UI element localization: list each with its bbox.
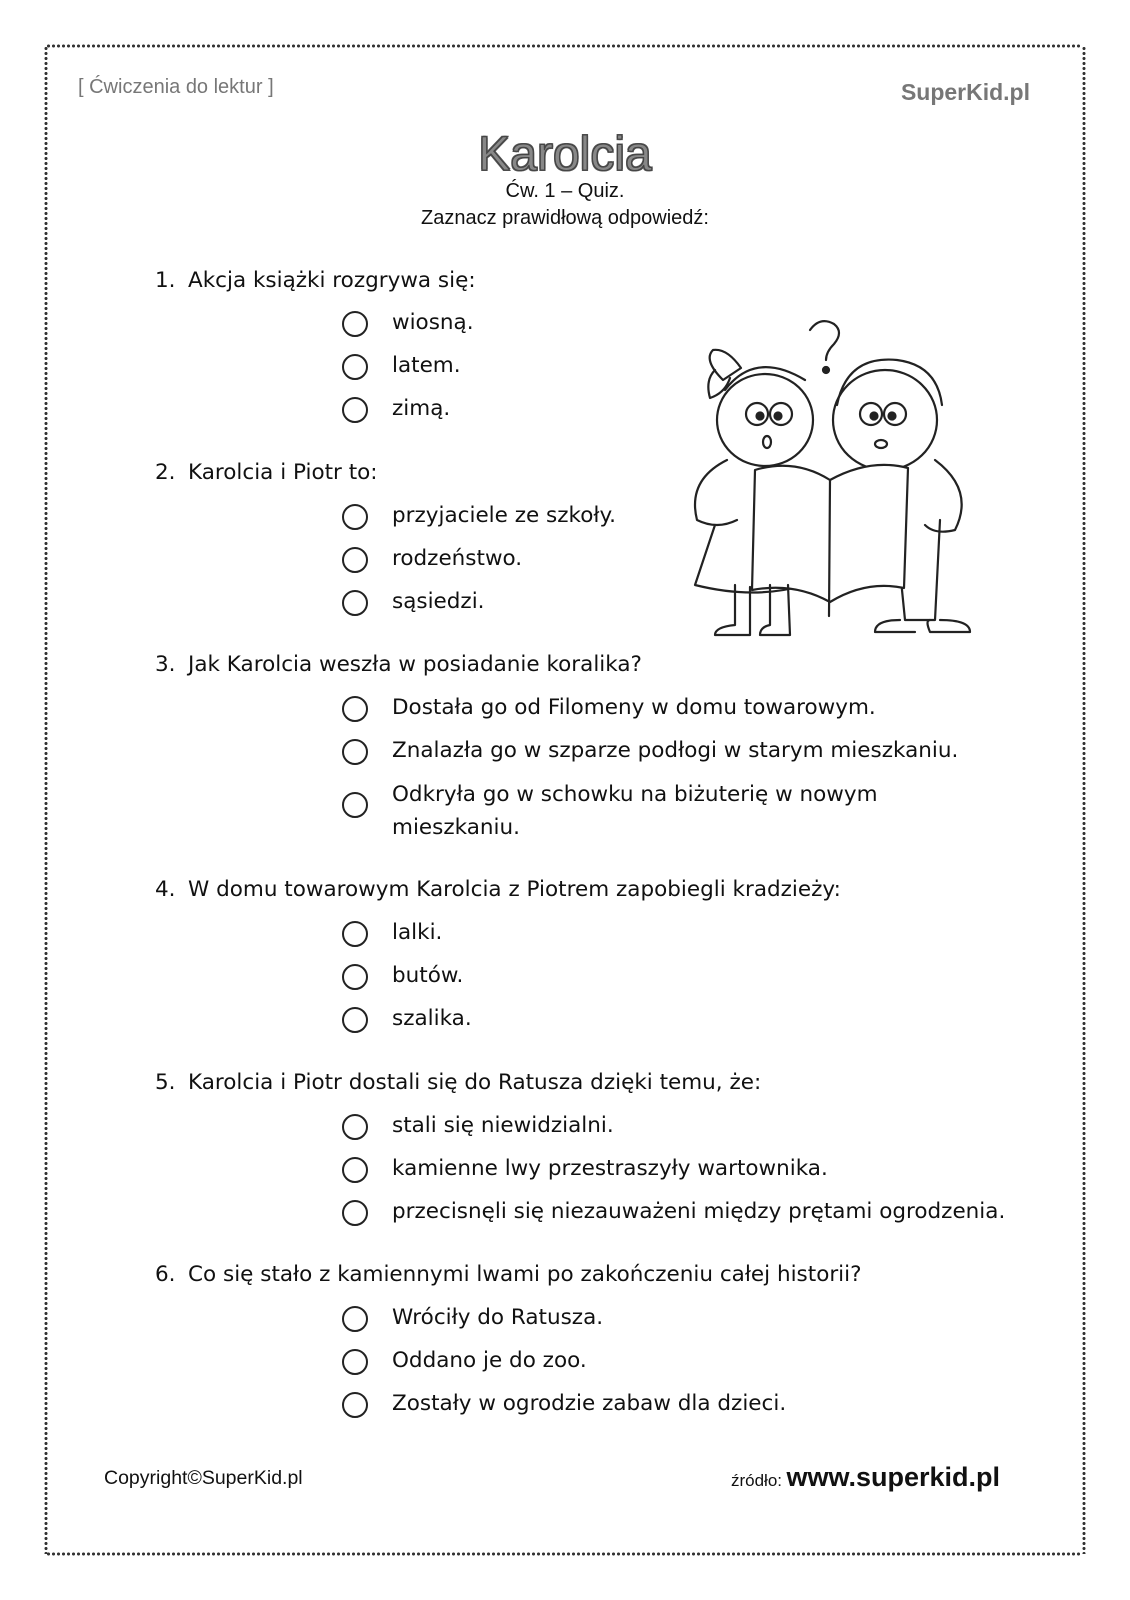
option-text: kamienne lwy przestraszyły wartownika. <box>392 1156 828 1181</box>
question-text: Jak Karolcia weszła w posiadanie koralika? <box>188 652 642 677</box>
circle-icon[interactable] <box>342 792 368 818</box>
question-5 <box>155 1070 761 1095</box>
border-bottom <box>46 1550 1082 1558</box>
source-link[interactable]: www.superkid.pl <box>786 1462 1000 1492</box>
option-text: butów. <box>392 963 464 988</box>
circle-icon[interactable] <box>342 547 368 573</box>
brand-label: SuperKid.pl <box>900 79 1030 105</box>
exercise-label: Ćw. 1 – Quiz. <box>505 180 625 202</box>
option-text: Odkryła go w schowku na biżuterię w nowym mieszkaniu. <box>392 782 878 840</box>
circle-icon[interactable] <box>342 921 368 947</box>
circle-icon[interactable] <box>342 311 368 337</box>
option-text: stali się niewidzialni. <box>392 1113 614 1138</box>
source-label: źródło: <box>730 1471 782 1490</box>
question-number: 2. <box>155 460 176 485</box>
question-3 <box>155 652 642 677</box>
circle-icon[interactable] <box>342 397 368 423</box>
question-number: 1. <box>155 268 176 293</box>
circle-icon[interactable] <box>342 504 368 530</box>
source-block <box>731 1462 1000 1493</box>
border-left <box>42 46 50 1554</box>
circle-icon[interactable] <box>342 1114 368 1140</box>
border-right <box>1080 46 1088 1554</box>
question-text: Akcja książki rozgrywa się: <box>188 268 476 293</box>
circle-icon[interactable] <box>342 1392 368 1418</box>
question-2 <box>155 460 378 485</box>
circle-icon[interactable] <box>342 696 368 722</box>
option-text: sąsiedzi. <box>392 589 485 614</box>
option-text: latem. <box>392 353 461 378</box>
question-number: 6. <box>155 1262 176 1287</box>
circle-icon[interactable] <box>342 964 368 990</box>
question-text: W domu towarowym Karolcia z Piotrem zapobiegli kradzieży: <box>188 877 841 902</box>
circle-icon[interactable] <box>342 354 368 380</box>
option-text: szalika. <box>392 1006 472 1031</box>
copyright-label: Copyright©SuperKid.pl <box>104 1467 303 1489</box>
category-label: [ Ćwiczenia do lektur ] <box>78 76 274 98</box>
option-text: przyjaciele ze szkoły. <box>392 503 616 528</box>
question-text: Co się stało z kamiennymi lwami po zakończeniu całej historii? <box>188 1262 862 1287</box>
question-6 <box>155 1262 862 1287</box>
circle-icon[interactable] <box>342 590 368 616</box>
circle-icon[interactable] <box>342 1349 368 1375</box>
circle-icon[interactable] <box>342 1200 368 1226</box>
option-text: lalki. <box>392 920 443 945</box>
children-reading-illustration <box>645 310 1005 650</box>
option-text: przecisnęli się niezauważeni między prętami ogrodzenia. <box>392 1199 1006 1224</box>
option-text: Zostały w ogrodzie zabaw dla dzieci. <box>392 1391 787 1416</box>
circle-icon[interactable] <box>342 1007 368 1033</box>
option-text: rodzeństwo. <box>392 546 523 571</box>
question-number: 3. <box>155 652 176 677</box>
circle-icon[interactable] <box>342 739 368 765</box>
option-text: wiosną. <box>392 310 474 335</box>
question-text: Karolcia i Piotr dostali się do Ratusza dzięki temu, że: <box>188 1070 762 1095</box>
border-top <box>46 42 1082 50</box>
option-text: Znalazła go w szparze podłogi w starym mieszkaniu. <box>392 738 959 763</box>
question-1 <box>155 268 476 293</box>
question-number: 5. <box>155 1070 176 1095</box>
option-text: Wróciły do Ratusza. <box>392 1305 604 1330</box>
option-text: Dostała go od Filomeny w domu towarowym. <box>392 695 876 720</box>
question-text: Karolcia i Piotr to: <box>188 460 378 485</box>
option-text: zimą. <box>392 396 451 421</box>
page-title: Karolcia <box>478 128 652 181</box>
circle-icon[interactable] <box>342 1157 368 1183</box>
circle-icon[interactable] <box>342 1306 368 1332</box>
question-number: 4. <box>155 877 176 902</box>
question-4 <box>155 877 841 902</box>
instruction-label: Zaznacz prawidłową odpowiedź: <box>421 207 709 229</box>
option-text: Oddano je do zoo. <box>392 1348 587 1373</box>
